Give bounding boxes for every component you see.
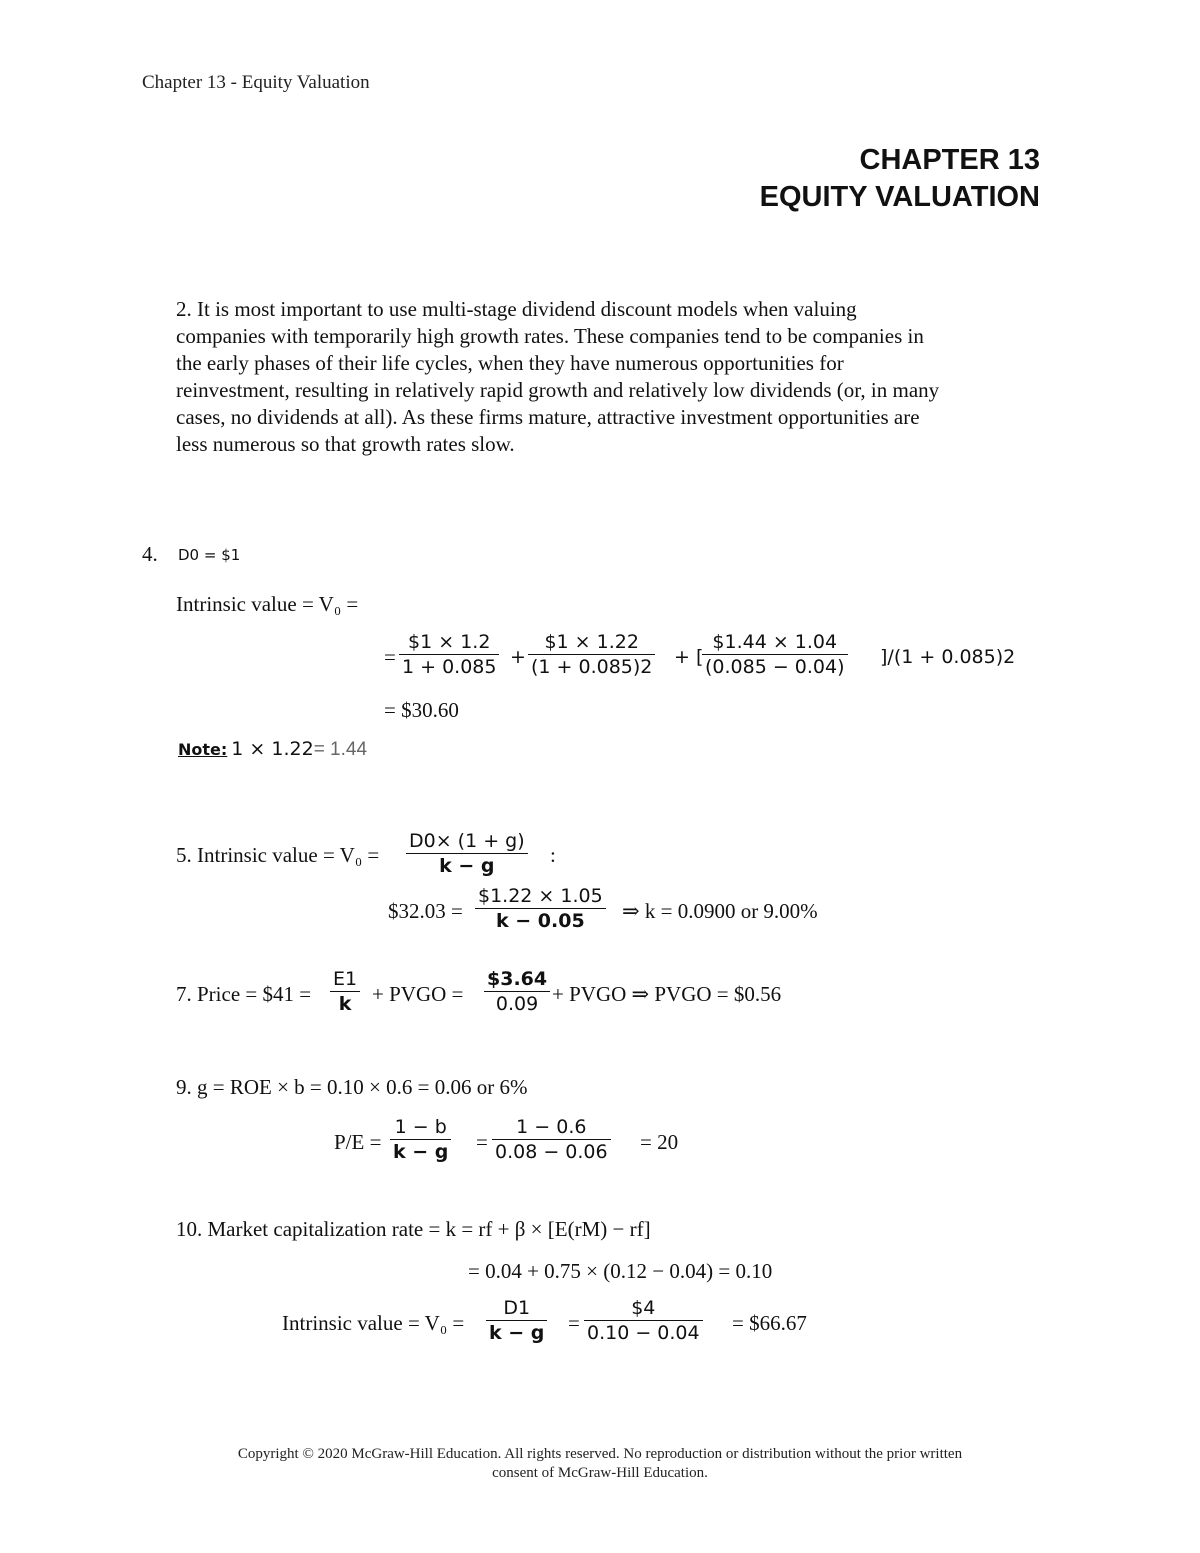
fraction-numerator: E1 (333, 968, 358, 990)
paragraph-line: 2. It is most important to use multi-stage dividend discount models when valuing (176, 297, 857, 321)
paragraph-line: cases, no dividends at all). As these firms mature, attractive investment opportunities are (176, 405, 920, 429)
q5-fraction-2 (475, 884, 606, 933)
fraction-numerator: D1 (503, 1297, 531, 1319)
fraction-numerator: 1 − b (394, 1116, 447, 1138)
copyright-footer (0, 1445, 1200, 1483)
footer-line: consent of McGraw-Hill Education. (492, 1465, 708, 1481)
q9-fraction-1 (390, 1115, 451, 1164)
q7-fraction-2 (484, 967, 550, 1016)
paragraph-line: the early phases of their life cycles, when they have numerous opportunities for (176, 351, 844, 375)
q4-fraction-1 (399, 630, 499, 679)
q7-fraction-1 (330, 967, 360, 1016)
running-header: Chapter 13 - Equity Valuation (142, 72, 370, 93)
equals-sign: = (384, 645, 396, 669)
fraction-denominator: (1 + 0.085)2 (531, 656, 653, 678)
q4-fraction-2 (528, 630, 655, 679)
fraction-denominator: 0.08 − 0.06 (495, 1141, 608, 1163)
q4-fraction-3 (702, 630, 848, 679)
fraction-denominator: k (338, 993, 352, 1015)
footer-line: Copyright © 2020 McGraw-Hill Education. All rights reserved. No reproduction or distribution without the prior written (237, 1446, 963, 1462)
q10-intrinsic-label: Intrinsic value = V₀ = (282, 1311, 465, 1335)
question-10-line1: 10. Market capitalization rate = k = rf + β × [E(rM) − rf] (176, 1217, 651, 1241)
chapter-number: CHAPTER 13 (859, 144, 1040, 176)
q4-note (178, 738, 367, 761)
fraction-numerator: $4 (631, 1297, 656, 1319)
paragraph-line: less numerous so that growth rates slow. (176, 432, 515, 456)
fraction-numerator: $3.64 (487, 968, 548, 990)
fraction-numerator: $1.22 × 1.05 (478, 885, 603, 907)
colon: : (550, 843, 556, 867)
q4-result: = $30.60 (384, 698, 459, 722)
paragraph-line: companies with temporarily high growth rates. These companies tend to be companies in (176, 324, 924, 348)
fraction-denominator: 1 + 0.085 (402, 656, 497, 678)
equals-sign: = (476, 1130, 488, 1154)
q9-fraction-2 (492, 1115, 611, 1164)
q5-lhs: $32.03 = (388, 899, 463, 923)
q10-fraction-1 (486, 1296, 547, 1345)
fraction-numerator: $1 × 1.2 (408, 631, 491, 653)
question-4-given: D0 = $1 (178, 546, 241, 564)
fraction-denominator: 0.10 − 0.04 (587, 1322, 700, 1344)
plus-sign: + (510, 646, 526, 668)
fraction-denominator: 0.09 (495, 993, 539, 1015)
fraction-numerator: $1.44 × 1.04 (712, 631, 838, 653)
chapter-title: EQUITY VALUATION (759, 181, 1040, 213)
question-4-number: 4. (142, 542, 158, 566)
question-9-line1: 9. g = ROE × b = 0.10 × 0.6 = 0.06 or 6% (176, 1075, 528, 1099)
note-expression: 1 × 1.22 (231, 738, 314, 760)
fraction-denominator: k − g (393, 1141, 449, 1163)
question-4-intrinsic-label: Intrinsic value = V₀ = (176, 592, 359, 616)
q10-fraction-2 (584, 1296, 703, 1345)
q9-pe-label: P/E = (334, 1130, 382, 1154)
question-7-label: 7. Price = $41 = (176, 982, 312, 1006)
q5-fraction-1 (406, 829, 528, 878)
paragraph-line: reinvestment, resulting in relatively rapid growth and relatively low dividends (or, in many (176, 378, 940, 402)
plus-bracket: + [ (674, 646, 704, 668)
note-result: = 1.44 (313, 739, 368, 760)
fraction-numerator: 1 − 0.6 (516, 1116, 587, 1138)
question-2-answer (176, 296, 1046, 458)
question-10-line2: = 0.04 + 0.75 × (0.12 − 0.04) = 0.10 (468, 1259, 773, 1283)
question-5-label: 5. Intrinsic value = V₀ = (176, 843, 380, 867)
fraction-denominator: k − g (489, 1322, 545, 1344)
fraction-numerator: D0× (1 + g) (409, 830, 525, 852)
fraction-denominator: (0.085 − 0.04) (705, 656, 845, 678)
fraction-denominator: k − 0.05 (496, 910, 585, 932)
q7-middle: + PVGO = (372, 982, 464, 1006)
q4-tail: ]/(1 + 0.085)2 (880, 646, 1016, 668)
q9-result: = 20 (640, 1130, 679, 1154)
note-label: Note: (178, 740, 228, 759)
equals-sign: = (568, 1311, 580, 1335)
fraction-denominator: k − g (439, 855, 495, 877)
q7-result: + PVGO ⇒ PVGO = $0.56 (552, 982, 782, 1006)
q5-result: ⇒ k = 0.0900 or 9.00% (622, 899, 818, 923)
fraction-numerator: $1 × 1.22 (544, 631, 639, 653)
q10-result: = $66.67 (732, 1311, 807, 1335)
